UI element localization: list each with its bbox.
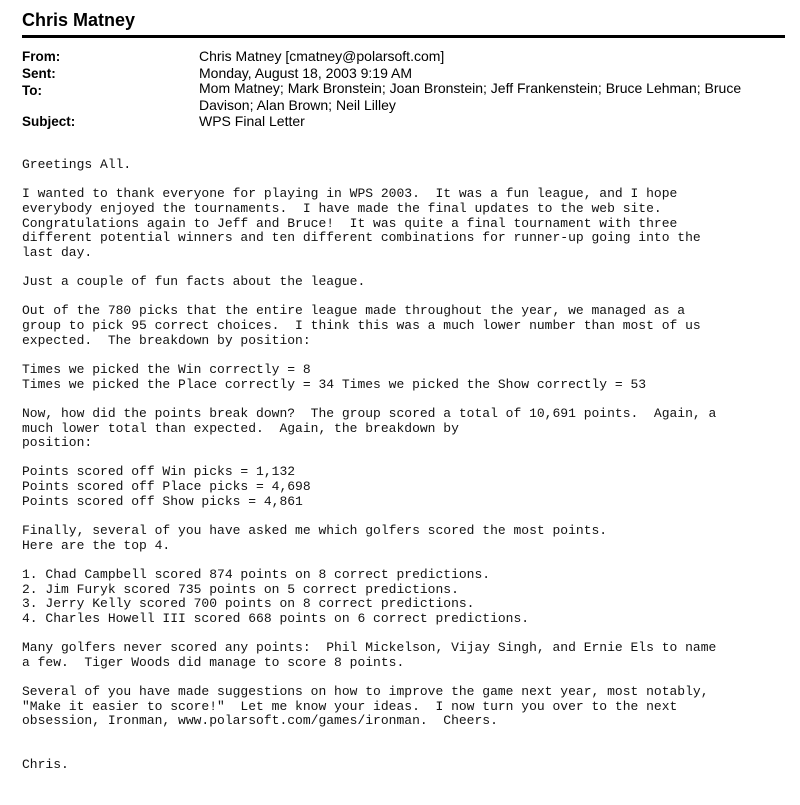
body-line: Just a couple of fun facts about the league. — [22, 274, 366, 290]
body-line: 4. Charles Howell III scored 668 points on 6 correct predictions. — [22, 610, 530, 626]
body-line: position: — [22, 435, 93, 451]
body-line: expected. The breakdown by position: — [22, 332, 311, 348]
body-line: Points scored off Show picks = 4,861 — [22, 493, 303, 509]
body-line — [22, 627, 792, 642]
body-line: last day. — [22, 244, 93, 260]
body-line — [22, 451, 792, 466]
subject-label: Subject: — [22, 114, 76, 129]
email-body — [22, 158, 792, 773]
sent-value: Monday, August 18, 2003 9:19 AM — [199, 65, 413, 81]
body-line — [22, 290, 792, 305]
body-line: Points scored off Win picks = 1,132 — [22, 464, 296, 480]
body-line — [22, 348, 792, 363]
from-label: From: — [22, 49, 61, 64]
body-line: Here are the top 4. — [22, 537, 171, 553]
body-line: different potential winners and ten different combinations for runner-up going into the — [22, 230, 701, 246]
body-line: much lower total than expected. Again, the breakdown by — [22, 420, 459, 436]
body-line — [22, 509, 792, 524]
body-line: 1. Chad Campbell scored 874 points on 8 correct predictions. — [22, 566, 491, 582]
body-line: 2. Jim Furyk scored 735 points on 5 correct predictions. — [22, 581, 459, 597]
body-line: I wanted to thank everyone for playing in WPS 2003. It was a fun league, and I hope — [22, 186, 678, 202]
body-line: Greetings All. — [22, 157, 132, 172]
sender-name-title: Chris Matney — [22, 10, 136, 30]
body-line: Congratulations again to Jeff and Bruce! It was quite a final tournament with three — [22, 215, 678, 231]
body-line — [22, 392, 792, 407]
body-line: Out of the 780 picks that the entire league made throughout the year, we managed as a — [22, 303, 686, 319]
subject-value: WPS Final Letter — [199, 113, 305, 129]
body-line: 3. Jerry Kelly scored 700 points on 8 correct predictions. — [22, 596, 475, 612]
body-line: Finally, several of you have asked me which golfers scored the most points. — [22, 523, 608, 539]
body-line — [22, 670, 792, 685]
body-line — [22, 553, 792, 568]
body-line: Chris. — [22, 757, 69, 773]
body-line — [22, 729, 792, 744]
body-line: group to pick 95 correct choices. I think this was a much lower number than most of us — [22, 318, 701, 334]
body-line — [22, 744, 792, 759]
body-line: Now, how did the points break down? The group scored a total of 10,691 points. Again, a — [22, 405, 717, 421]
to-value: Mom Matney; Mark Bronstein; Joan Bronstein; Jeff Frankenstein; Bruce Lehman; Bruce Davison; Alan Brown; Neil Lilley — [199, 80, 742, 113]
body-line: "Make it easier to score!" Let me know your ideas. I now turn you over to the next — [22, 698, 678, 714]
header-divider — [22, 35, 785, 38]
body-line: Several of you have made suggestions on how to improve the game next year, most notably, — [22, 684, 709, 700]
body-line: a few. Tiger Woods did manage to score 8 points. — [22, 654, 405, 670]
body-line: everybody enjoyed the tournaments. I have made the final updates to the web site. — [22, 200, 662, 216]
body-line: Points scored off Place picks = 4,698 — [22, 479, 311, 495]
body-line: Times we picked the Place correctly = 34 Times we picked the Show correctly = 53 — [22, 376, 647, 392]
body-line — [22, 260, 792, 275]
body-line — [22, 173, 792, 188]
body-line: obsession, Ironman, www.polarsoft.com/games/ironman. Cheers. — [22, 713, 498, 729]
sent-label: Sent: — [22, 66, 56, 81]
body-line: Many golfers never scored any points: Phil Mickelson, Vijay Singh, and Ernie Els to name — [22, 640, 717, 656]
from-value: Chris Matney [cmatney@polarsoft.com] — [199, 48, 445, 64]
to-label: To: — [22, 83, 42, 98]
body-line: Times we picked the Win correctly = 8 — [22, 361, 311, 377]
